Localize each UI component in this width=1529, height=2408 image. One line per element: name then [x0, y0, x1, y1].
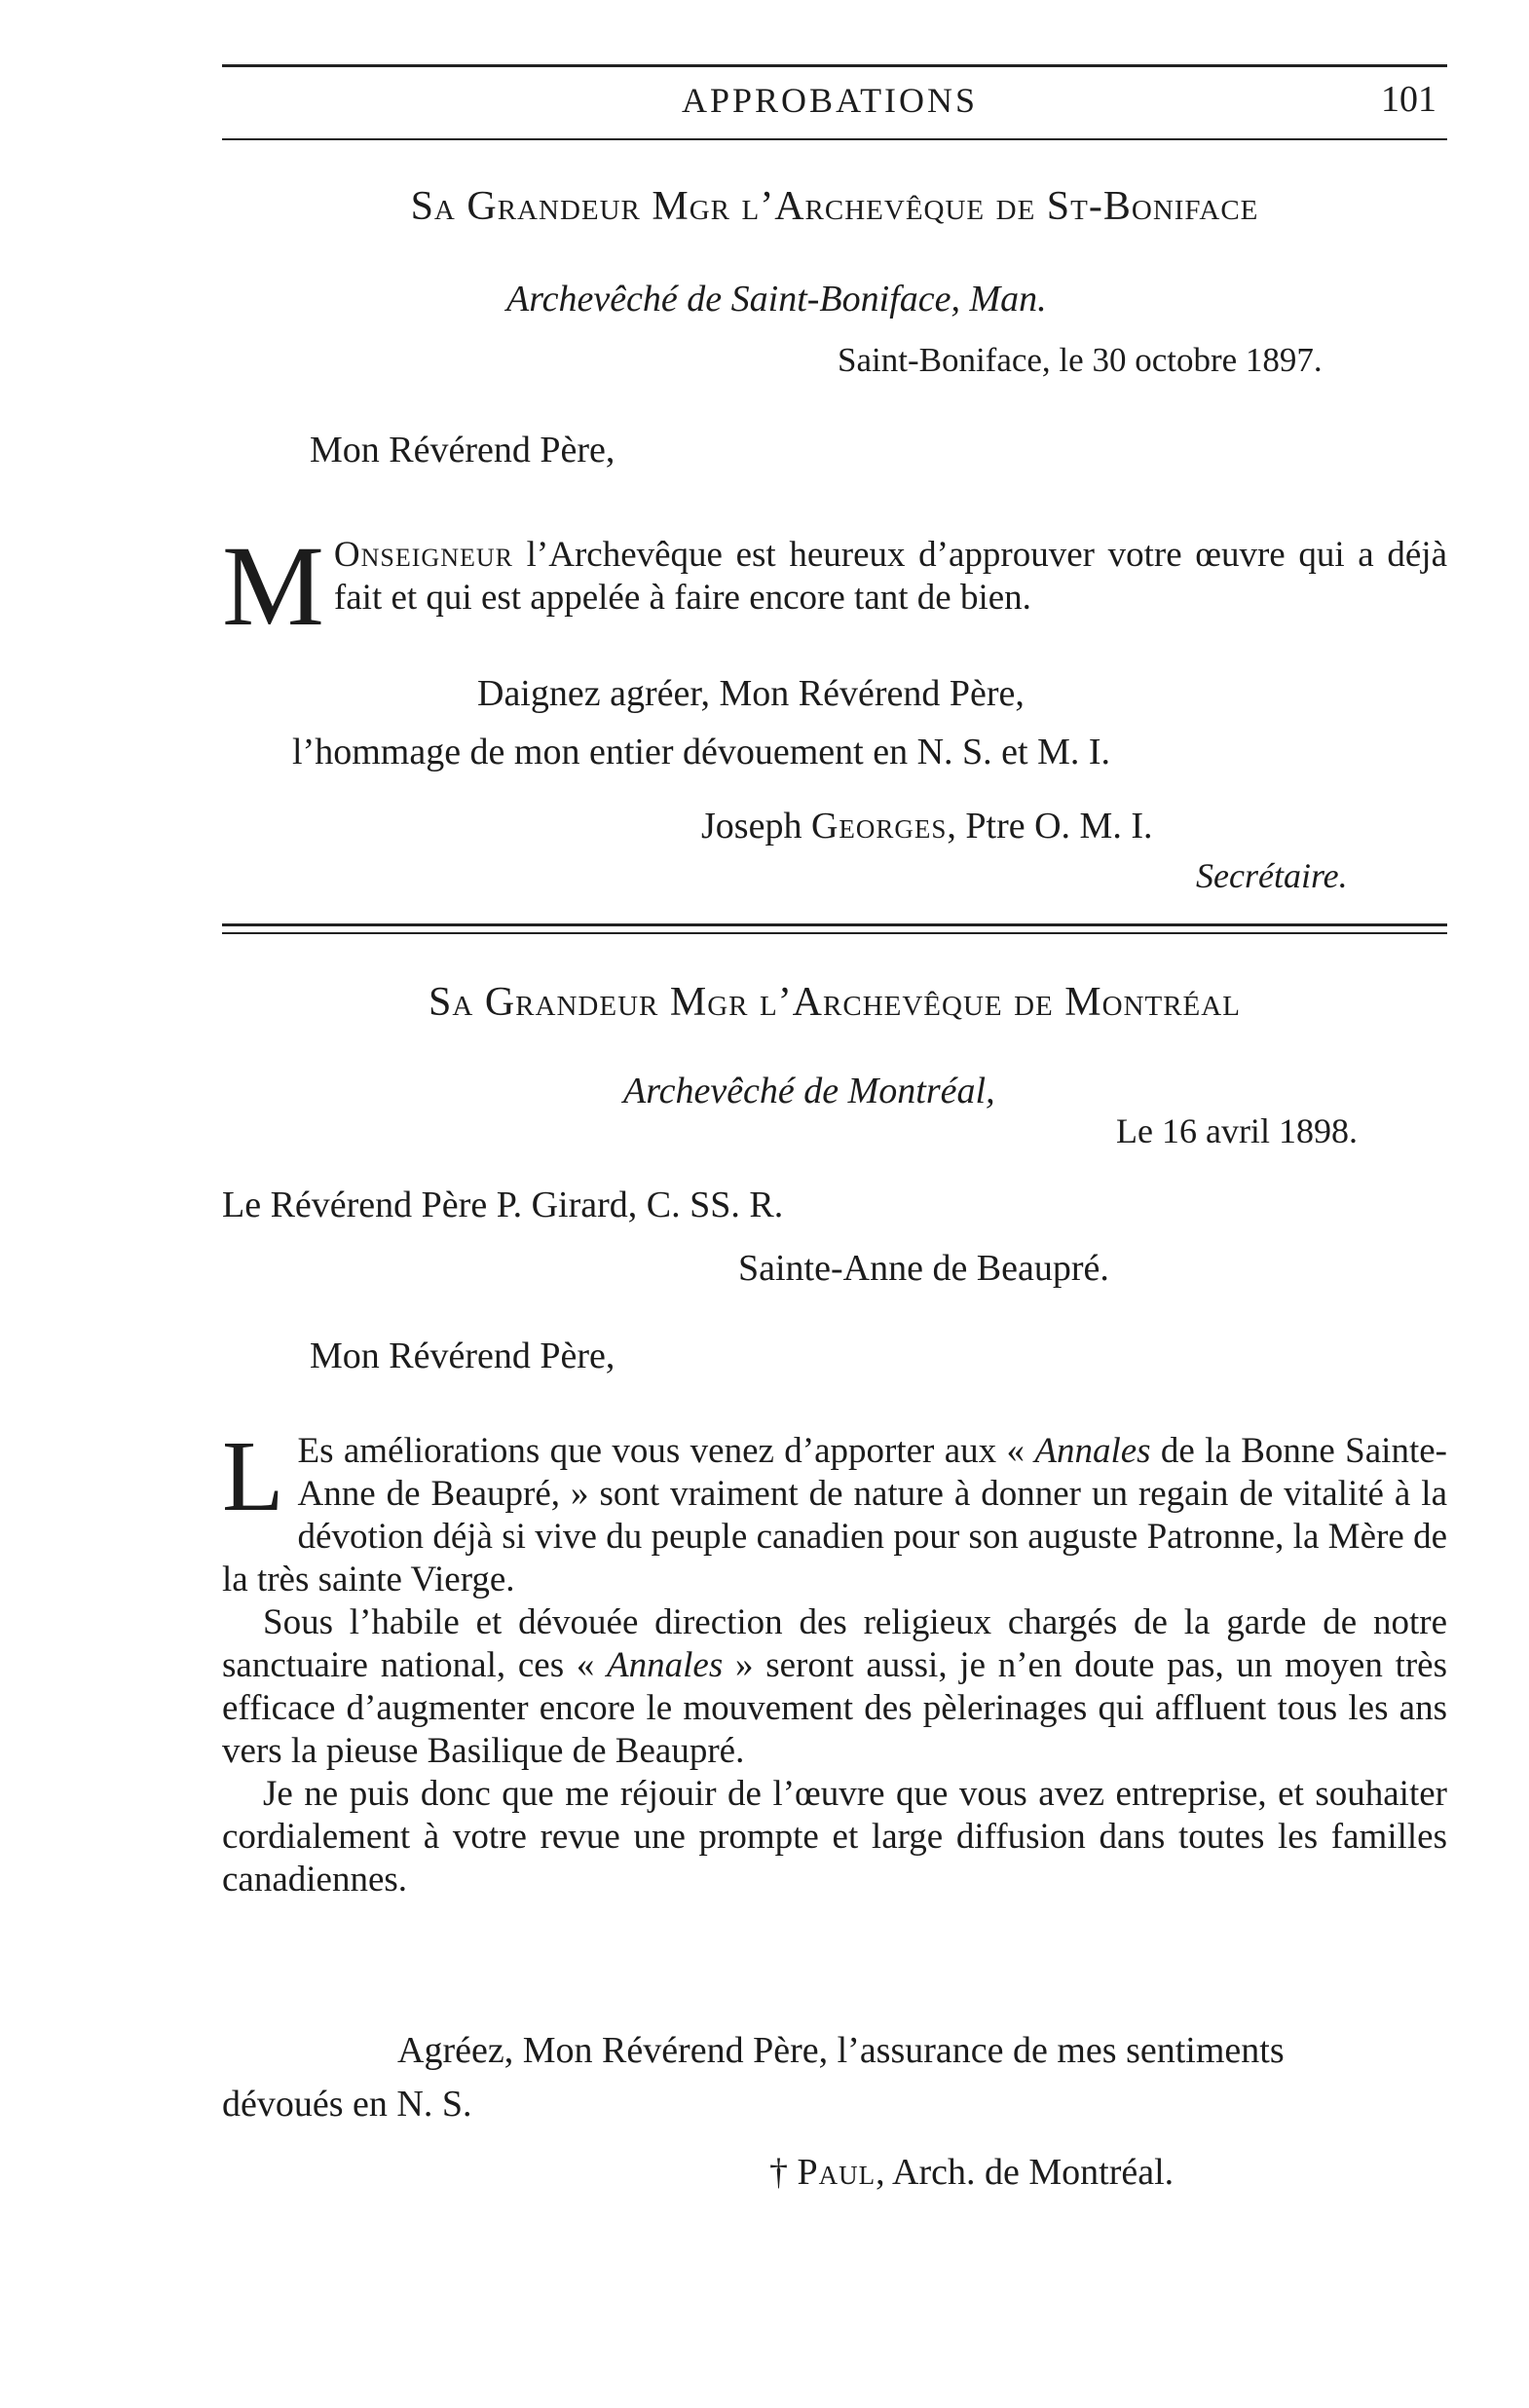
section1-dateline-date: Saint-Boniface, le 30 octobre 1897. — [838, 341, 1323, 379]
section-divider-2 — [222, 932, 1447, 934]
section2-dateline-date: Le 16 avril 1898. — [1116, 1111, 1358, 1150]
section1-sign-first: Joseph — [701, 806, 811, 847]
section2-p2-a: Sous l’habile et dévouée direction des religieux chargés de la garde de notre sanctuaire national, ces « — [222, 1602, 1447, 1685]
header-rule-bottom — [222, 138, 1447, 140]
section1-sign-title: Secrétaire. — [1196, 856, 1348, 895]
section2-body — [222, 1420, 1447, 1901]
section1-body-rest: l’Archevêque est heureux d’approuver votre œuvre qui a déjà fait et qui est appelée à faire encore tant de bien. — [333, 535, 1447, 618]
section1-dropcap: M — [222, 522, 324, 650]
section2-p2-b: » seront aussi, je n’en doute pas, un moyen très efficace d’augmenter encore le mouvement des pèlerinages qui affluent tous les ans vers la pieuse Basilique de Beaupré. — [222, 1645, 1447, 1771]
section2-addressee: Le Révérend Père P. Girard, C. SS. R. — [222, 1185, 784, 1225]
section2-paragraph-3: Je ne puis donc que me réjouir de l’œuvre que vous avez entreprise, et souhaiter cordialement à votre revue une prompte et large diffusion dans toutes les familles canadiennes. — [222, 1774, 1447, 1900]
section1-dateline-place: Archevêché de Saint-Boniface, Man. — [506, 279, 1047, 320]
section2-sign-name: Paul — [797, 2152, 876, 2193]
section1-sign-name: Georges — [810, 806, 948, 847]
section2-closing-2: dévoués en N. S. — [222, 2084, 472, 2125]
section2-heading: Sa Grandeur Mgr l’Archevêque de Montréal — [429, 980, 1241, 1025]
section2-dateline-place: Archevêché de Montréal, — [623, 1071, 995, 1111]
section2-salutation: Mon Révérend Père, — [310, 1336, 615, 1376]
header-rule-top — [222, 64, 1447, 67]
section2-sign-rest: , Arch. de Montréal. — [876, 2152, 1175, 2193]
section1-salutation: Mon Révérend Père, — [310, 430, 615, 470]
section1-sign-rest: , Ptre O. M. I. — [947, 806, 1153, 847]
section2-paragraph-1 — [222, 1420, 1447, 1601]
section1-body — [222, 522, 1447, 650]
section1-signature — [701, 805, 1153, 847]
section1-closing-2: l’hommage de mon entier dévouement en N. S. et M. I. — [292, 732, 1111, 772]
section2-addressee-place: Sainte-Anne de Beaupré. — [738, 1248, 1109, 1289]
page-number: 101 — [1381, 79, 1436, 120]
section2-p1-a: Es améliorations que vous venez d’apporter aux « — [297, 1431, 1035, 1471]
section2-paragraph-2 — [222, 1601, 1447, 1773]
section1-heading: Sa Grandeur Mgr l’Archevêque de St-Boniface — [410, 184, 1259, 229]
section2-signature — [769, 2151, 1174, 2194]
section1-body-lead: Onseigneur — [333, 535, 513, 575]
section2-closing-1: Agréez, Mon Révérend Père, l’assurance de mes sentiments — [397, 2030, 1285, 2071]
section1-closing-1: Daignez agréer, Mon Révérend Père, — [477, 673, 1025, 714]
section2-p1-italic: Annales — [1034, 1431, 1151, 1471]
running-header-title: APPROBATIONS — [682, 81, 979, 120]
section2-dropcap: L — [222, 1420, 284, 1532]
section2-sign-cross: † — [769, 2152, 798, 2193]
section2-p1-b: de la Bonne Sainte-Anne de Beaupré, » sont vraiment de nature à donner un regain de vitalité à la dévotion déjà si vive du peuple canadien pour son auguste Patronne, la Mère de la très sainte Vierge. — [222, 1431, 1447, 1599]
section-divider-1 — [222, 923, 1447, 926]
section2-p2-italic: Annales — [607, 1645, 724, 1685]
